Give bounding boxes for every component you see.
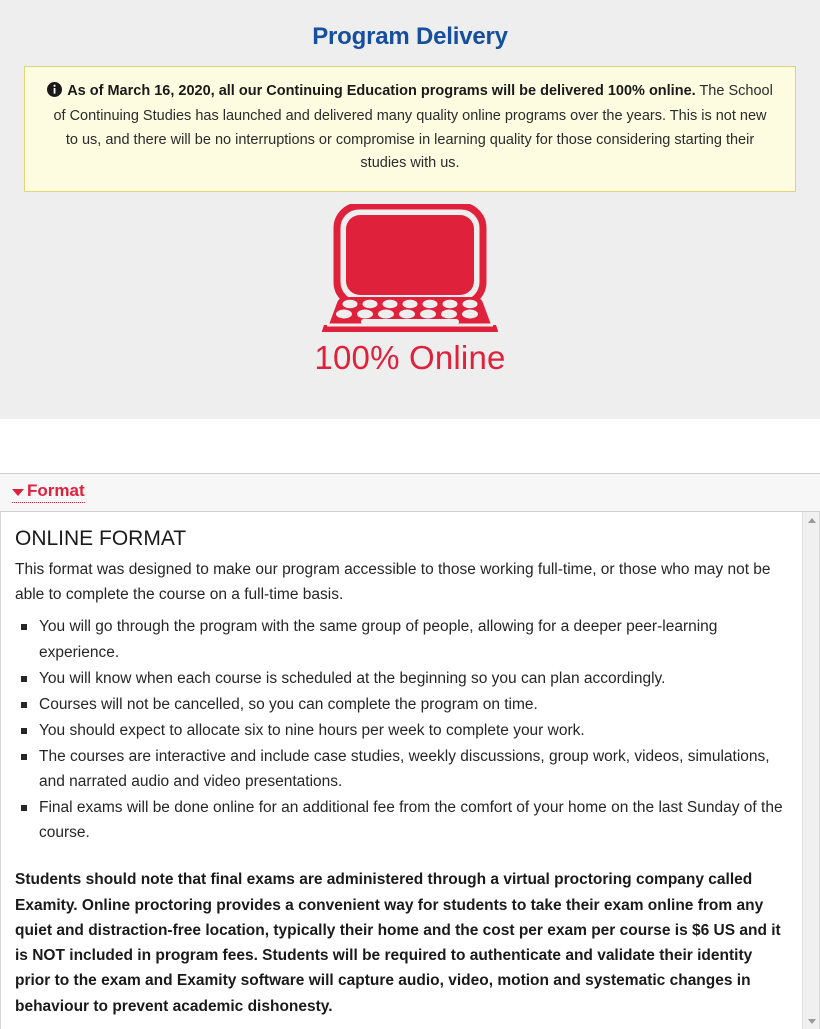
alert-lead-text: As of March 16, 2020, all our Continuing Education programs will be delivered 100% online. bbox=[67, 82, 696, 99]
list-item bbox=[37, 692, 789, 717]
list-item bbox=[37, 718, 789, 743]
format-bullet-list bbox=[15, 614, 789, 845]
panel-scrollbar[interactable] bbox=[802, 512, 819, 1029]
info-circle-icon bbox=[47, 82, 62, 105]
square-bullet-icon bbox=[21, 624, 27, 630]
graphic-block bbox=[0, 204, 820, 377]
panel-content bbox=[1, 512, 819, 1029]
square-bullet-icon bbox=[21, 676, 27, 682]
page-title: Program Delivery bbox=[312, 23, 508, 50]
square-bullet-icon bbox=[21, 728, 27, 734]
proctoring-notice: Students should note that final exams are administered through a virtual proctoring company called Examity. Online proctoring provides a convenient way for students to take their exam online from any quiet and distraction-free location, typically their home and the cost per exam per course is $6 US and it is NOT included in program fees. Students will be required to authenticate and validate their identity prior to the exam and Examity software will capture audio, video, motion and systematic changes in behaviour to prevent academic dishonesty. bbox=[15, 871, 781, 1015]
scroll-up-arrow-icon[interactable] bbox=[803, 512, 820, 529]
square-bullet-icon bbox=[21, 702, 27, 708]
scroll-down-arrow-icon[interactable] bbox=[803, 1013, 820, 1029]
list-item bbox=[37, 744, 789, 794]
list-item-text: The courses are interactive and include case studies, weekly discussions, group work, videos, simulations, and narrated audio and video presentations. bbox=[39, 747, 770, 791]
alert-body-text: The School of Continuing Studies has launched and delivered many quality online programs over the years. This is not new to us, and there will be no interruptions or compromise in learning quality for those considering starting their studies with us. bbox=[53, 82, 773, 172]
square-bullet-icon bbox=[21, 805, 27, 811]
content-intro: This format was designed to make our program accessible to those working full-time, or those who may not be able to complete the course on a full-time basis. bbox=[15, 561, 771, 604]
section-spacer bbox=[0, 419, 820, 473]
list-item-text: Final exams will be done online for an additional fee from the comfort of your home on the last Sunday of the course. bbox=[39, 799, 783, 842]
hero-section bbox=[0, 0, 820, 419]
square-bullet-icon bbox=[21, 754, 27, 760]
caret-down-icon bbox=[12, 489, 24, 496]
laptop-icon bbox=[319, 204, 501, 337]
content-heading: ONLINE FORMAT bbox=[15, 527, 187, 550]
list-item-text: You will know when each course is scheduled at the beginning so you can plan accordingly. bbox=[39, 669, 666, 687]
list-item-text: Courses will not be cancelled, so you can complete the program on time. bbox=[39, 695, 538, 713]
accordion-panel-format bbox=[0, 512, 820, 1029]
list-item-text: You should expect to allocate six to nine hours per week to complete your work. bbox=[39, 721, 585, 739]
accordion-header-format[interactable] bbox=[0, 473, 820, 512]
list-item bbox=[37, 666, 789, 691]
accordion-toggle-format[interactable] bbox=[12, 482, 85, 503]
list-item-text: You will go through the program with the same group of people, allowing for a deeper peer-learning experience. bbox=[39, 618, 718, 661]
list-item bbox=[37, 614, 789, 664]
accordion-label: Format bbox=[27, 481, 85, 501]
graphic-caption: 100% Online bbox=[314, 338, 506, 376]
list-item bbox=[37, 795, 789, 845]
info-alert-box bbox=[24, 66, 796, 192]
